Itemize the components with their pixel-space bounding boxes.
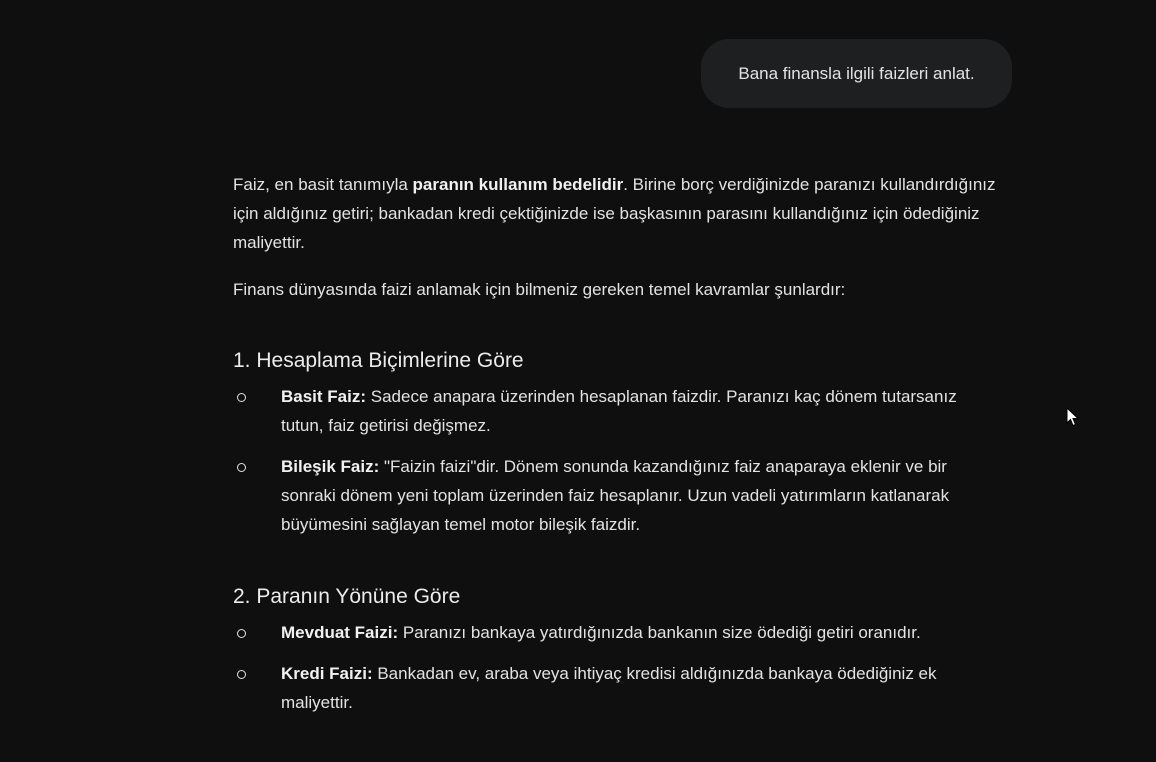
section-list bbox=[233, 618, 1003, 717]
item-term: Mevduat Faizi: bbox=[281, 623, 399, 642]
section-direction bbox=[233, 582, 1003, 717]
bullet-icon bbox=[237, 393, 246, 402]
intro-paragraph bbox=[233, 170, 1003, 257]
item-description: Paranızı bankaya yatırdığınızda bankanın size ödediği getiri oranıdır. bbox=[398, 623, 921, 642]
section-list bbox=[233, 382, 1003, 539]
section-heading: 2. Paranın Yönüne Göre bbox=[233, 585, 461, 608]
item-description: "Faizin faizi"dir. Dönem sonunda kazandığınız faiz anaparaya eklenir ve bir sonraki dönem yeni toplam üzerinden faiz hesaplanır. Uzun vadeli yatırımların katlanarak büyümesini sağlayan temel motor bileşik faizdir. bbox=[281, 457, 950, 534]
bullet-icon bbox=[237, 629, 246, 638]
intro-text-start: Faiz, en basit tanımıyla bbox=[233, 175, 413, 194]
bullet-icon bbox=[237, 463, 246, 472]
list-item bbox=[233, 618, 1003, 647]
item-term: Bileşik Faiz: bbox=[281, 457, 380, 476]
item-description: Bankadan ev, araba veya ihtiyaç kredisi aldığınızda bankaya ödediğiniz ek maliyettir. bbox=[281, 664, 937, 712]
user-message-bubble bbox=[701, 39, 1012, 108]
list-item bbox=[233, 382, 1003, 440]
intro-bold-definition: paranın kullanım bedelidir bbox=[412, 175, 624, 194]
item-term: Basit Faiz: bbox=[281, 387, 367, 406]
mouse-pointer-icon bbox=[1066, 407, 1080, 427]
assistant-response bbox=[233, 170, 1003, 729]
user-message-text: Bana finansla ilgili faizleri anlat. bbox=[738, 63, 975, 83]
lead-paragraph: Finans dünyasında faizi anlamak için bilmeniz gereken temel kavramlar şunlardır: bbox=[233, 280, 846, 299]
item-term: Kredi Faizi: bbox=[281, 664, 373, 683]
intro-text-end: . Birine borç verdiğinizde paranızı kullandırdığınız için aldığınız getiri; bankadan kredi çektiğinizde ise başkasının parasını kullandığınız için ödediğiniz maliyettir. bbox=[233, 175, 996, 252]
section-calculation bbox=[233, 346, 1003, 539]
bullet-icon bbox=[237, 670, 246, 679]
list-item bbox=[233, 659, 1003, 717]
section-heading: 1. Hesaplama Biçimlerine Göre bbox=[233, 349, 524, 372]
list-item bbox=[233, 452, 1003, 539]
item-description: Sadece anapara üzerinden hesaplanan faizdir. Paranızı kaç dönem tutarsanız tutun, faiz getirisi değişmez. bbox=[281, 387, 957, 435]
